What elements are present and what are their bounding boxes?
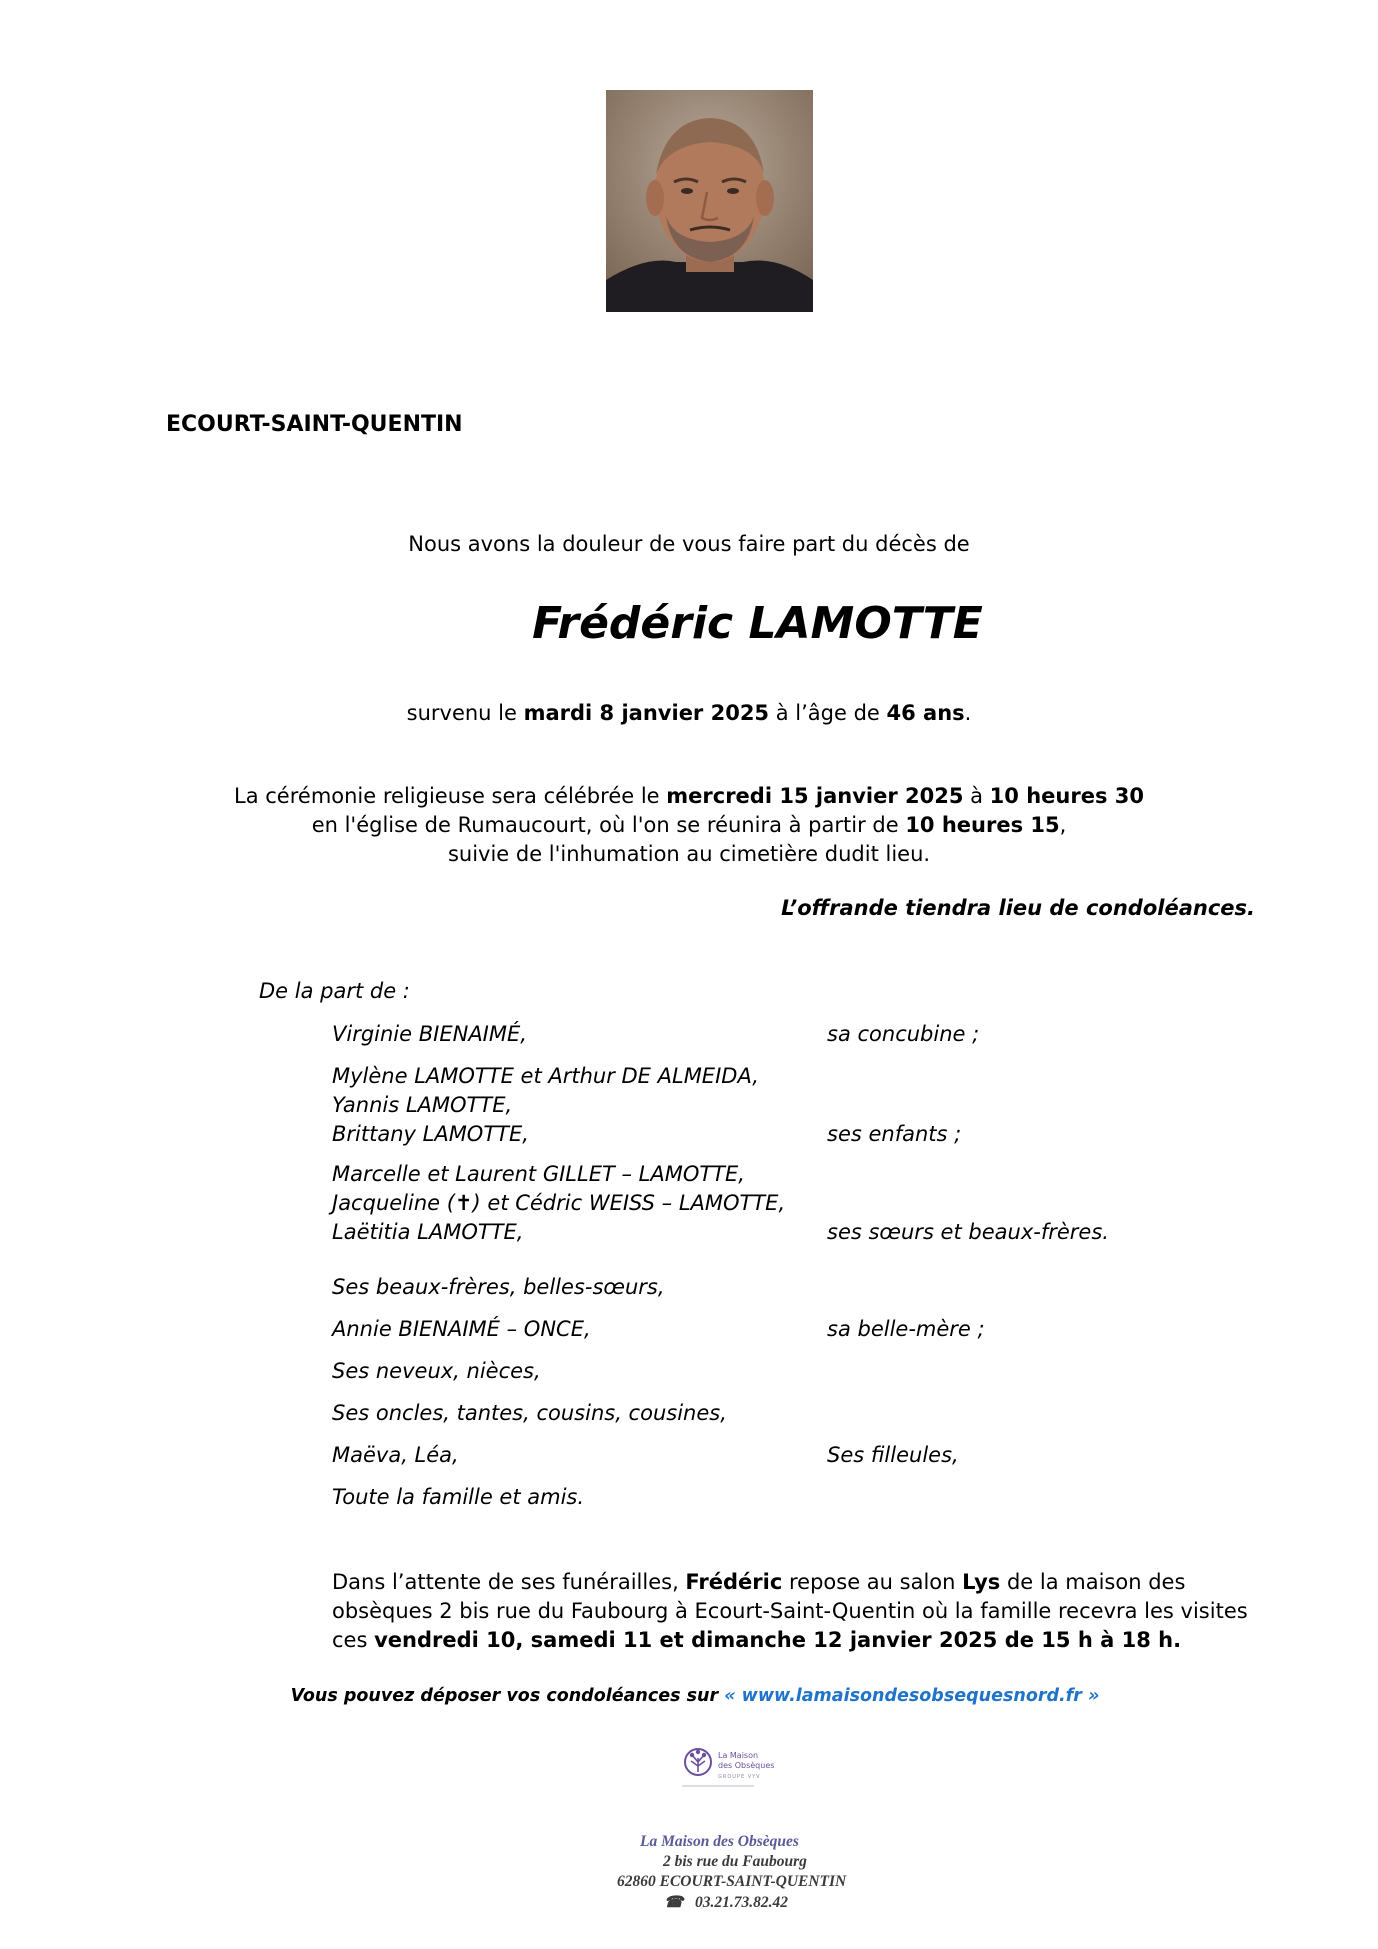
family-group-7: Ses oncles, tantes, cousins, cousines, <box>332 1401 727 1425</box>
family-relation-1: sa concubine ; <box>827 1022 980 1046</box>
visitation-dates: vendredi 10, samedi 11 et dimanche 12 janvier 2025 de 15 h à 18 h. <box>374 1628 1182 1652</box>
logo-line-2: des Obsèques <box>718 1761 775 1770</box>
phone-icon: ☎ <box>664 1894 684 1911</box>
ceremony-mid: à <box>963 784 990 808</box>
death-line <box>0 701 1378 725</box>
footer-phone-line <box>664 1893 788 1912</box>
portrait-photo <box>606 90 813 312</box>
visitation-text-2: repose au salon <box>782 1570 963 1594</box>
family-intro: De la part de : <box>259 979 410 1003</box>
ceremony-date: mercredi 15 janvier 2025 <box>666 784 964 808</box>
death-age: 46 ans <box>886 701 965 725</box>
logo-group: GROUPE VYV <box>718 1774 761 1780</box>
family-group-2 <box>332 1062 812 1149</box>
gathering-time: 10 heures 15 <box>905 813 1060 837</box>
family-line: Yannis LAMOTTE, <box>332 1093 513 1117</box>
portrait-illustration <box>606 90 813 312</box>
family-group-3 <box>332 1160 812 1247</box>
family-line: Virginie BIENAIMÉ, <box>332 1022 527 1046</box>
announcement-intro: Nous avons la douleur de vous faire part du décès de <box>408 532 970 556</box>
visitation-text-3: de la maison des obsèques 2 bis rue du Faubourg à Ecourt-Saint-Quentin où la famille recevra les visites ces <box>332 1570 1248 1652</box>
deceased-name: Frédéric LAMOTTE <box>532 598 983 649</box>
logo-line-1: La Maison <box>718 1751 759 1760</box>
footer-company: La Maison des Obsèques <box>640 1833 799 1850</box>
family-relation-8: Ses filleules, <box>827 1443 959 1467</box>
death-prefix: survenu le <box>406 701 524 725</box>
ceremony-line-1 <box>0 784 1378 808</box>
family-group-4: Ses beaux-frères, belles-sœurs, <box>332 1275 665 1299</box>
company-logo <box>682 1744 812 1794</box>
visitation-salon: Lys <box>962 1570 1001 1594</box>
family-line: Brittany LAMOTTE, <box>332 1122 529 1146</box>
condolences-line <box>0 1686 1378 1706</box>
gathering-prefix: en l'église de Rumaucourt, où l'on se réunira à partir de <box>311 813 906 837</box>
ceremony-time: 10 heures 30 <box>989 784 1144 808</box>
death-date: mardi 8 janvier 2025 <box>523 701 770 725</box>
offrande-note: L’offrande tiendra lieu de condoléances. <box>781 896 1255 920</box>
ceremony-prefix: La cérémonie religieuse sera célébrée le <box>234 784 667 808</box>
footer-city: 62860 ECOURT-SAINT-QUENTIN <box>617 1873 847 1890</box>
family-relation-5: sa belle-mère ; <box>827 1317 985 1341</box>
family-line: Mylène LAMOTTE et Arthur DE ALMEIDA, <box>332 1064 759 1088</box>
family-relation-3: ses sœurs et beaux-frères. <box>827 1220 1109 1244</box>
condolences-link[interactable]: « www.lamaisondesobsequesnord.fr » <box>724 1686 1100 1706</box>
footer-street: 2 bis rue du Faubourg <box>663 1853 807 1870</box>
condolences-text: Vous pouvez déposer vos condoléances sur <box>290 1686 725 1706</box>
death-middle: à l’âge de <box>769 701 887 725</box>
family-line: Jacqueline (✝) et Cédric WEISS – LAMOTTE, <box>332 1191 786 1215</box>
ceremony-line-3: suivie de l'inhumation au cimetière dudit lieu. <box>447 842 931 866</box>
gathering-suffix: , <box>1059 813 1067 837</box>
family-group-9: Toute la famille et amis. <box>332 1485 585 1509</box>
ceremony-line-2 <box>0 813 1378 837</box>
visitation-paragraph <box>332 1568 1272 1655</box>
family-group-5: Annie BIENAIMÉ – ONCE, <box>332 1317 591 1341</box>
family-group-8: Maëva, Léa, <box>332 1443 459 1467</box>
logo-graphic <box>682 1744 812 1794</box>
visitation-name: Frédéric <box>685 1570 783 1594</box>
family-group-6: Ses neveux, nièces, <box>332 1359 541 1383</box>
death-suffix: . <box>964 701 972 725</box>
city-heading: ECOURT-SAINT-QUENTIN <box>166 412 463 437</box>
footer-phone[interactable]: 03.21.73.82.42 <box>694 1894 788 1911</box>
family-line: Laëtitia LAMOTTE, <box>332 1220 524 1244</box>
family-line: Marcelle et Laurent GILLET – LAMOTTE, <box>332 1162 745 1186</box>
family-relation-2: ses enfants ; <box>827 1122 962 1146</box>
family-group-1 <box>332 1020 812 1049</box>
visitation-text-1: Dans l’attente de ses funérailles, <box>332 1570 686 1594</box>
